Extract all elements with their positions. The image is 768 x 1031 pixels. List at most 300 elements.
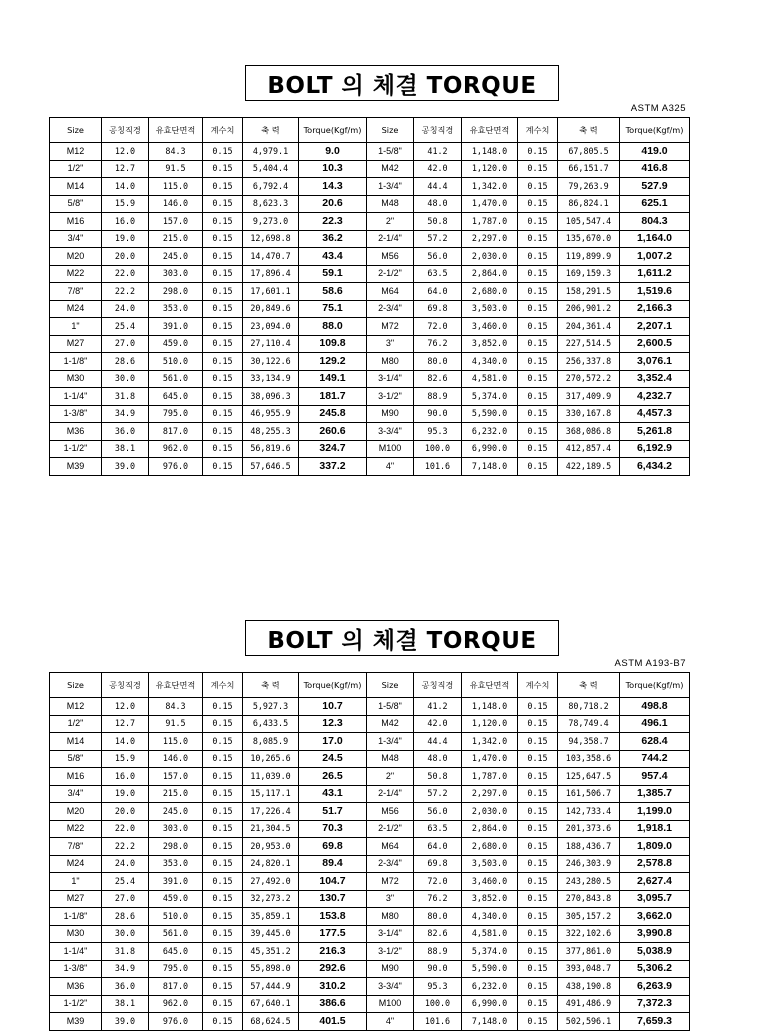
header-torque: Torque(Kgf/m) — [620, 673, 690, 698]
cell-size: 3-1/2" — [367, 943, 414, 961]
header-size: Size — [50, 673, 102, 698]
cell-axial-force: 20,953.0 — [243, 838, 299, 856]
cell-effective-area: 6,232.0 — [462, 978, 518, 996]
cell-axial-force: 377,861.0 — [558, 943, 620, 961]
cell-coefficient: 0.15 — [518, 733, 558, 751]
cell-torque: 5,261.8 — [620, 423, 690, 441]
cell-nominal-diameter: 80.0 — [414, 908, 462, 926]
cell-axial-force: 135,670.0 — [558, 230, 620, 248]
cell-axial-force: 35,859.1 — [243, 908, 299, 926]
header-nominal-diameter: 공칭직경 — [102, 673, 149, 698]
cell-torque: 416.8 — [620, 160, 690, 178]
cell-coefficient: 0.15 — [518, 943, 558, 961]
torque-table — [49, 672, 690, 1031]
cell-coefficient: 0.15 — [203, 715, 243, 733]
page-title: BOLT 의 체결 TORQUE — [245, 620, 559, 656]
cell-effective-area: 146.0 — [149, 750, 203, 768]
cell-size: 3/4" — [50, 230, 102, 248]
cell-size: M64 — [367, 838, 414, 856]
cell-coefficient: 0.15 — [203, 440, 243, 458]
cell-torque: 43.1 — [299, 785, 367, 803]
cell-axial-force: 27,492.0 — [243, 873, 299, 891]
table-row — [50, 768, 690, 786]
cell-coefficient: 0.15 — [518, 820, 558, 838]
cell-coefficient: 0.15 — [518, 908, 558, 926]
cell-size: M48 — [367, 750, 414, 768]
cell-torque: 401.5 — [299, 1013, 367, 1031]
cell-torque: 1,809.0 — [620, 838, 690, 856]
cell-axial-force: 8,085.9 — [243, 733, 299, 751]
cell-axial-force: 491,486.9 — [558, 995, 620, 1013]
cell-effective-area: 91.5 — [149, 715, 203, 733]
cell-torque: 149.1 — [299, 370, 367, 388]
cell-coefficient: 0.15 — [518, 440, 558, 458]
cell-size: M20 — [50, 803, 102, 821]
cell-size: 1-1/8" — [50, 908, 102, 926]
cell-torque: 36.2 — [299, 230, 367, 248]
cell-coefficient: 0.15 — [518, 925, 558, 943]
header-nominal-diameter: 공칭직경 — [102, 118, 149, 143]
cell-axial-force: 10,265.6 — [243, 750, 299, 768]
cell-effective-area: 2,864.0 — [462, 820, 518, 838]
cell-coefficient: 0.15 — [203, 318, 243, 336]
cell-coefficient: 0.15 — [203, 855, 243, 873]
table-row — [50, 283, 690, 301]
cell-nominal-diameter: 25.4 — [102, 318, 149, 336]
cell-axial-force: 67,640.1 — [243, 995, 299, 1013]
cell-nominal-diameter: 48.0 — [414, 195, 462, 213]
cell-effective-area: 795.0 — [149, 405, 203, 423]
cell-effective-area: 1,470.0 — [462, 750, 518, 768]
cell-coefficient: 0.15 — [203, 995, 243, 1013]
table-row — [50, 978, 690, 996]
cell-size: M24 — [50, 300, 102, 318]
table-row — [50, 855, 690, 873]
cell-axial-force: 201,373.6 — [558, 820, 620, 838]
cell-size: 1-5/8" — [367, 143, 414, 161]
cell-torque: 3,095.7 — [620, 890, 690, 908]
cell-torque: 498.8 — [620, 698, 690, 716]
cell-nominal-diameter: 27.0 — [102, 335, 149, 353]
cell-size: M80 — [367, 908, 414, 926]
cell-axial-force: 125,647.5 — [558, 768, 620, 786]
cell-size: 1/2" — [50, 715, 102, 733]
cell-effective-area: 298.0 — [149, 283, 203, 301]
cell-nominal-diameter: 12.0 — [102, 143, 149, 161]
table-row — [50, 440, 690, 458]
cell-effective-area: 5,590.0 — [462, 405, 518, 423]
cell-torque: 527.9 — [620, 178, 690, 196]
cell-axial-force: 5,404.4 — [243, 160, 299, 178]
cell-torque: 89.4 — [299, 855, 367, 873]
cell-torque: 43.4 — [299, 248, 367, 266]
cell-nominal-diameter: 76.2 — [414, 335, 462, 353]
cell-torque: 14.3 — [299, 178, 367, 196]
cell-effective-area: 459.0 — [149, 335, 203, 353]
cell-nominal-diameter: 82.6 — [414, 370, 462, 388]
cell-size: 3-3/4" — [367, 423, 414, 441]
cell-axial-force: 9,273.0 — [243, 213, 299, 231]
cell-nominal-diameter: 63.5 — [414, 820, 462, 838]
cell-size: M36 — [50, 978, 102, 996]
cell-coefficient: 0.15 — [518, 873, 558, 891]
cell-torque: 130.7 — [299, 890, 367, 908]
cell-effective-area: 645.0 — [149, 943, 203, 961]
cell-axial-force: 161,506.7 — [558, 785, 620, 803]
cell-effective-area: 1,120.0 — [462, 715, 518, 733]
cell-nominal-diameter: 38.1 — [102, 995, 149, 1013]
cell-torque: 5,306.2 — [620, 960, 690, 978]
cell-effective-area: 2,864.0 — [462, 265, 518, 283]
header-size: Size — [367, 673, 414, 698]
cell-size: 3" — [367, 890, 414, 908]
table-row — [50, 943, 690, 961]
cell-torque: 1,007.2 — [620, 248, 690, 266]
cell-nominal-diameter: 14.0 — [102, 733, 149, 751]
cell-size: 2" — [367, 213, 414, 231]
cell-axial-force: 66,151.7 — [558, 160, 620, 178]
cell-torque: 4,457.3 — [620, 405, 690, 423]
cell-size: M27 — [50, 335, 102, 353]
cell-size: M22 — [50, 265, 102, 283]
cell-effective-area: 6,990.0 — [462, 995, 518, 1013]
cell-nominal-diameter: 69.8 — [414, 855, 462, 873]
cell-size: 1-5/8" — [367, 698, 414, 716]
cell-effective-area: 215.0 — [149, 785, 203, 803]
cell-coefficient: 0.15 — [203, 820, 243, 838]
cell-coefficient: 0.15 — [518, 318, 558, 336]
cell-torque: 88.0 — [299, 318, 367, 336]
table-row — [50, 458, 690, 476]
table-row — [50, 995, 690, 1013]
cell-coefficient: 0.15 — [518, 423, 558, 441]
cell-nominal-diameter: 100.0 — [414, 995, 462, 1013]
cell-nominal-diameter: 25.4 — [102, 873, 149, 891]
cell-torque: 6,434.2 — [620, 458, 690, 476]
cell-nominal-diameter: 36.0 — [102, 423, 149, 441]
cell-size: 1-3/8" — [50, 960, 102, 978]
cell-effective-area: 645.0 — [149, 388, 203, 406]
cell-effective-area: 1,148.0 — [462, 143, 518, 161]
cell-size: 1-1/2" — [50, 440, 102, 458]
cell-coefficient: 0.15 — [518, 160, 558, 178]
cell-effective-area: 298.0 — [149, 838, 203, 856]
cell-nominal-diameter: 34.9 — [102, 405, 149, 423]
cell-coefficient: 0.15 — [203, 213, 243, 231]
cell-coefficient: 0.15 — [518, 890, 558, 908]
cell-torque: 2,627.4 — [620, 873, 690, 891]
cell-nominal-diameter: 56.0 — [414, 248, 462, 266]
cell-nominal-diameter: 15.9 — [102, 750, 149, 768]
header-coefficient: 계수치 — [518, 673, 558, 698]
cell-torque: 628.4 — [620, 733, 690, 751]
cell-torque: 496.1 — [620, 715, 690, 733]
cell-size: M100 — [367, 995, 414, 1013]
cell-torque: 59.1 — [299, 265, 367, 283]
cell-torque: 2,578.8 — [620, 855, 690, 873]
table-row — [50, 300, 690, 318]
cell-size: M36 — [50, 423, 102, 441]
cell-effective-area: 561.0 — [149, 370, 203, 388]
cell-axial-force: 103,358.6 — [558, 750, 620, 768]
cell-nominal-diameter: 41.2 — [414, 698, 462, 716]
cell-nominal-diameter: 90.0 — [414, 960, 462, 978]
cell-effective-area: 2,030.0 — [462, 803, 518, 821]
cell-size: 3-1/4" — [367, 370, 414, 388]
header-torque: Torque(Kgf/m) — [620, 118, 690, 143]
cell-nominal-diameter: 36.0 — [102, 978, 149, 996]
cell-effective-area: 2,680.0 — [462, 283, 518, 301]
cell-coefficient: 0.15 — [518, 230, 558, 248]
cell-effective-area: 1,470.0 — [462, 195, 518, 213]
cell-effective-area: 7,148.0 — [462, 458, 518, 476]
cell-nominal-diameter: 56.0 — [414, 803, 462, 821]
cell-axial-force: 412,857.4 — [558, 440, 620, 458]
cell-torque: 7,659.3 — [620, 1013, 690, 1031]
cell-coefficient: 0.15 — [203, 943, 243, 961]
table-row — [50, 803, 690, 821]
cell-coefficient: 0.15 — [203, 388, 243, 406]
cell-torque: 20.6 — [299, 195, 367, 213]
header-size: Size — [367, 118, 414, 143]
cell-nominal-diameter: 88.9 — [414, 388, 462, 406]
cell-nominal-diameter: 44.4 — [414, 733, 462, 751]
table-row — [50, 423, 690, 441]
cell-torque: 1,385.7 — [620, 785, 690, 803]
cell-nominal-diameter: 101.6 — [414, 458, 462, 476]
cell-nominal-diameter: 24.0 — [102, 300, 149, 318]
cell-axial-force: 270,843.8 — [558, 890, 620, 908]
cell-nominal-diameter: 95.3 — [414, 978, 462, 996]
cell-nominal-diameter: 12.7 — [102, 160, 149, 178]
cell-nominal-diameter: 69.8 — [414, 300, 462, 318]
cell-effective-area: 245.0 — [149, 248, 203, 266]
cell-size: 1-1/8" — [50, 353, 102, 371]
cell-torque: 17.0 — [299, 733, 367, 751]
cell-effective-area: 3,852.0 — [462, 335, 518, 353]
cell-size: 2-1/4" — [367, 230, 414, 248]
cell-coefficient: 0.15 — [203, 978, 243, 996]
cell-effective-area: 5,590.0 — [462, 960, 518, 978]
cell-nominal-diameter: 19.0 — [102, 230, 149, 248]
cell-coefficient: 0.15 — [203, 405, 243, 423]
cell-torque: 58.6 — [299, 283, 367, 301]
cell-effective-area: 4,340.0 — [462, 908, 518, 926]
cell-effective-area: 1,787.0 — [462, 213, 518, 231]
cell-effective-area: 976.0 — [149, 458, 203, 476]
cell-nominal-diameter: 50.8 — [414, 768, 462, 786]
cell-size: 1-1/4" — [50, 388, 102, 406]
cell-nominal-diameter: 14.0 — [102, 178, 149, 196]
cell-effective-area: 4,340.0 — [462, 353, 518, 371]
cell-torque: 26.5 — [299, 768, 367, 786]
cell-axial-force: 8,623.3 — [243, 195, 299, 213]
cell-nominal-diameter: 12.0 — [102, 698, 149, 716]
header-coefficient: 계수치 — [518, 118, 558, 143]
cell-coefficient: 0.15 — [203, 838, 243, 856]
table-row — [50, 143, 690, 161]
cell-nominal-diameter: 80.0 — [414, 353, 462, 371]
cell-axial-force: 48,255.3 — [243, 423, 299, 441]
cell-coefficient: 0.15 — [518, 698, 558, 716]
cell-torque: 245.8 — [299, 405, 367, 423]
cell-torque: 310.2 — [299, 978, 367, 996]
cell-coefficient: 0.15 — [203, 283, 243, 301]
cell-torque: 69.8 — [299, 838, 367, 856]
cell-size: M30 — [50, 370, 102, 388]
cell-axial-force: 4,979.1 — [243, 143, 299, 161]
header-axial-force: 축 력 — [558, 673, 620, 698]
cell-coefficient: 0.15 — [518, 803, 558, 821]
cell-axial-force: 20,849.6 — [243, 300, 299, 318]
cell-coefficient: 0.15 — [203, 335, 243, 353]
cell-torque: 419.0 — [620, 143, 690, 161]
cell-nominal-diameter: 57.2 — [414, 785, 462, 803]
table-row — [50, 370, 690, 388]
cell-effective-area: 84.3 — [149, 698, 203, 716]
cell-axial-force: 56,819.6 — [243, 440, 299, 458]
cell-size: 1-3/8" — [50, 405, 102, 423]
cell-effective-area: 157.0 — [149, 213, 203, 231]
cell-effective-area: 84.3 — [149, 143, 203, 161]
cell-coefficient: 0.15 — [518, 785, 558, 803]
cell-coefficient: 0.15 — [518, 283, 558, 301]
header-nominal-diameter: 공칭직경 — [414, 118, 462, 143]
cell-torque: 9.0 — [299, 143, 367, 161]
cell-axial-force: 30,122.6 — [243, 353, 299, 371]
cell-size: 3-3/4" — [367, 978, 414, 996]
cell-nominal-diameter: 44.4 — [414, 178, 462, 196]
cell-axial-force: 67,805.5 — [558, 143, 620, 161]
cell-torque: 10.3 — [299, 160, 367, 178]
cell-size: 5/8" — [50, 750, 102, 768]
cell-coefficient: 0.15 — [203, 370, 243, 388]
cell-torque: 51.7 — [299, 803, 367, 821]
cell-effective-area: 510.0 — [149, 353, 203, 371]
cell-axial-force: 243,280.5 — [558, 873, 620, 891]
cell-effective-area: 962.0 — [149, 995, 203, 1013]
cell-coefficient: 0.15 — [203, 300, 243, 318]
cell-size: M22 — [50, 820, 102, 838]
cell-nominal-diameter: 16.0 — [102, 213, 149, 231]
cell-nominal-diameter: 41.2 — [414, 143, 462, 161]
table-row — [50, 733, 690, 751]
cell-torque: 292.6 — [299, 960, 367, 978]
header-axial-force: 축 력 — [243, 118, 299, 143]
cell-nominal-diameter: 88.9 — [414, 943, 462, 961]
cell-nominal-diameter: 22.2 — [102, 838, 149, 856]
cell-nominal-diameter: 100.0 — [414, 440, 462, 458]
cell-axial-force: 46,955.9 — [243, 405, 299, 423]
cell-effective-area: 510.0 — [149, 908, 203, 926]
cell-nominal-diameter: 39.0 — [102, 1013, 149, 1031]
cell-nominal-diameter: 72.0 — [414, 873, 462, 891]
cell-axial-force: 305,157.2 — [558, 908, 620, 926]
cell-torque: 1,611.2 — [620, 265, 690, 283]
cell-torque: 12.3 — [299, 715, 367, 733]
cell-effective-area: 3,503.0 — [462, 855, 518, 873]
cell-coefficient: 0.15 — [203, 908, 243, 926]
cell-effective-area: 3,503.0 — [462, 300, 518, 318]
cell-effective-area: 7,148.0 — [462, 1013, 518, 1031]
table-row — [50, 160, 690, 178]
cell-coefficient: 0.15 — [203, 160, 243, 178]
cell-size: 4" — [367, 1013, 414, 1031]
cell-nominal-diameter: 30.0 — [102, 370, 149, 388]
cell-nominal-diameter: 38.1 — [102, 440, 149, 458]
cell-axial-force: 17,226.4 — [243, 803, 299, 821]
cell-coefficient: 0.15 — [518, 838, 558, 856]
cell-torque: 804.3 — [620, 213, 690, 231]
cell-torque: 177.5 — [299, 925, 367, 943]
cell-axial-force: 204,361.4 — [558, 318, 620, 336]
cell-size: 1-3/4" — [367, 178, 414, 196]
cell-torque: 2,166.3 — [620, 300, 690, 318]
table-header-row — [50, 118, 690, 143]
table-row — [50, 838, 690, 856]
cell-size: 2-1/2" — [367, 265, 414, 283]
cell-torque: 3,352.4 — [620, 370, 690, 388]
cell-effective-area: 5,374.0 — [462, 388, 518, 406]
header-axial-force: 축 력 — [558, 118, 620, 143]
cell-torque: 6,263.9 — [620, 978, 690, 996]
cell-nominal-diameter: 95.3 — [414, 423, 462, 441]
cell-coefficient: 0.15 — [518, 178, 558, 196]
table-row — [50, 750, 690, 768]
cell-size: 1-1/4" — [50, 943, 102, 961]
cell-axial-force: 86,824.1 — [558, 195, 620, 213]
cell-nominal-diameter: 48.0 — [414, 750, 462, 768]
cell-nominal-diameter: 63.5 — [414, 265, 462, 283]
header-coefficient: 계수치 — [203, 673, 243, 698]
cell-nominal-diameter: 22.2 — [102, 283, 149, 301]
cell-nominal-diameter: 57.2 — [414, 230, 462, 248]
table-row — [50, 213, 690, 231]
cell-axial-force: 39,445.0 — [243, 925, 299, 943]
header-torque: Torque(Kgf/m) — [299, 118, 367, 143]
table-row — [50, 178, 690, 196]
cell-coefficient: 0.15 — [203, 768, 243, 786]
cell-torque: 70.3 — [299, 820, 367, 838]
cell-axial-force: 6,433.5 — [243, 715, 299, 733]
cell-axial-force: 158,291.5 — [558, 283, 620, 301]
table-row — [50, 388, 690, 406]
cell-coefficient: 0.15 — [203, 890, 243, 908]
cell-coefficient: 0.15 — [518, 248, 558, 266]
cell-coefficient: 0.15 — [518, 388, 558, 406]
cell-nominal-diameter: 20.0 — [102, 803, 149, 821]
cell-coefficient: 0.15 — [203, 698, 243, 716]
cell-axial-force: 45,351.2 — [243, 943, 299, 961]
table-row — [50, 230, 690, 248]
cell-size: 2-3/4" — [367, 855, 414, 873]
cell-torque: 7,372.3 — [620, 995, 690, 1013]
cell-coefficient: 0.15 — [203, 230, 243, 248]
cell-effective-area: 1,787.0 — [462, 768, 518, 786]
cell-size: M90 — [367, 405, 414, 423]
cell-torque: 2,207.1 — [620, 318, 690, 336]
cell-size: 4" — [367, 458, 414, 476]
cell-effective-area: 561.0 — [149, 925, 203, 943]
cell-torque: 104.7 — [299, 873, 367, 891]
cell-axial-force: 256,337.8 — [558, 353, 620, 371]
cell-coefficient: 0.15 — [203, 248, 243, 266]
cell-size: M90 — [367, 960, 414, 978]
cell-axial-force: 368,086.8 — [558, 423, 620, 441]
cell-coefficient: 0.15 — [518, 995, 558, 1013]
cell-coefficient: 0.15 — [203, 960, 243, 978]
cell-torque: 6,192.9 — [620, 440, 690, 458]
